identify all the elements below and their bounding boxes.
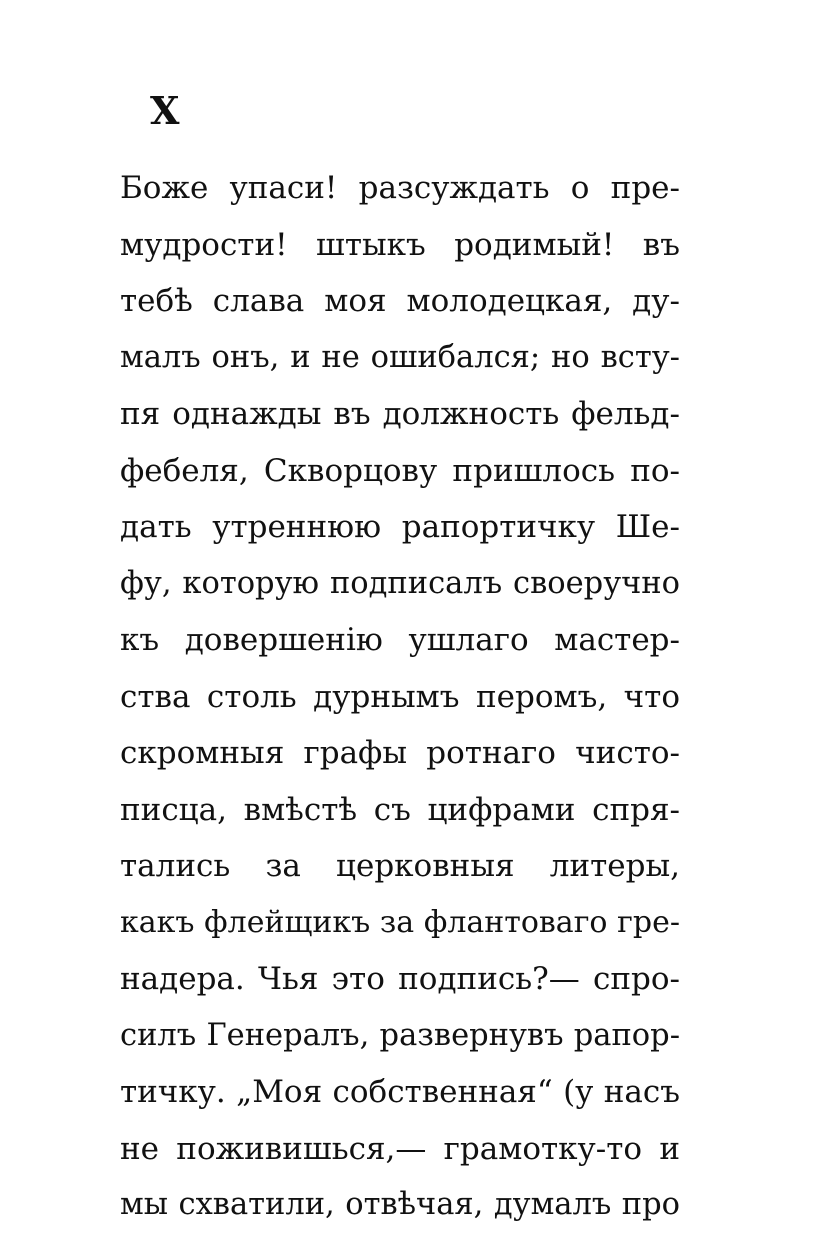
text-line: Боже упаси! разсуждать о пре- — [120, 170, 680, 206]
page-number: X — [150, 88, 181, 133]
text-line: мудрости! штыкъ родимый! въ — [120, 226, 680, 263]
text-line: фу, которую подписалъ своеручно — [120, 565, 680, 601]
text-line: фебеля, Скворцову пришлось по- — [120, 452, 680, 489]
text-line: скромныя графы ротнаго чисто- — [120, 735, 680, 771]
text-line: какъ флейщикъ за флантоваго гре- — [120, 904, 680, 940]
text-line: тичку. „Моя собственная“ (у насъ — [120, 1074, 680, 1110]
text-line: дать утреннюю рапортичку Ше- — [120, 509, 680, 545]
text-line: силъ Генералъ, развернувъ рапор- — [120, 1017, 680, 1053]
text-line: мы схватили, отвѣчая, думалъ про — [120, 1187, 680, 1222]
text-line: пя однажды въ должность фельд- — [120, 396, 680, 432]
text-line: малъ онъ, и не ошибался; но всту- — [120, 339, 680, 375]
text-line: къ довершенію ушлаго мастер- — [120, 622, 680, 658]
text-line: тались за церковныя литеры, — [120, 848, 680, 884]
text-line: писца, вмѣстѣ съ цифрами спря- — [120, 791, 680, 828]
text-line: ства столь дурнымъ перомъ, что — [120, 678, 680, 715]
body-text — [120, 160, 680, 1234]
text-line: надера. Чья это подпись?— спро- — [120, 961, 680, 997]
text-line: тебѣ слава моя молодецкая, ду- — [120, 283, 680, 319]
text-line: не поживишься,— грамотку-то и — [120, 1130, 680, 1167]
